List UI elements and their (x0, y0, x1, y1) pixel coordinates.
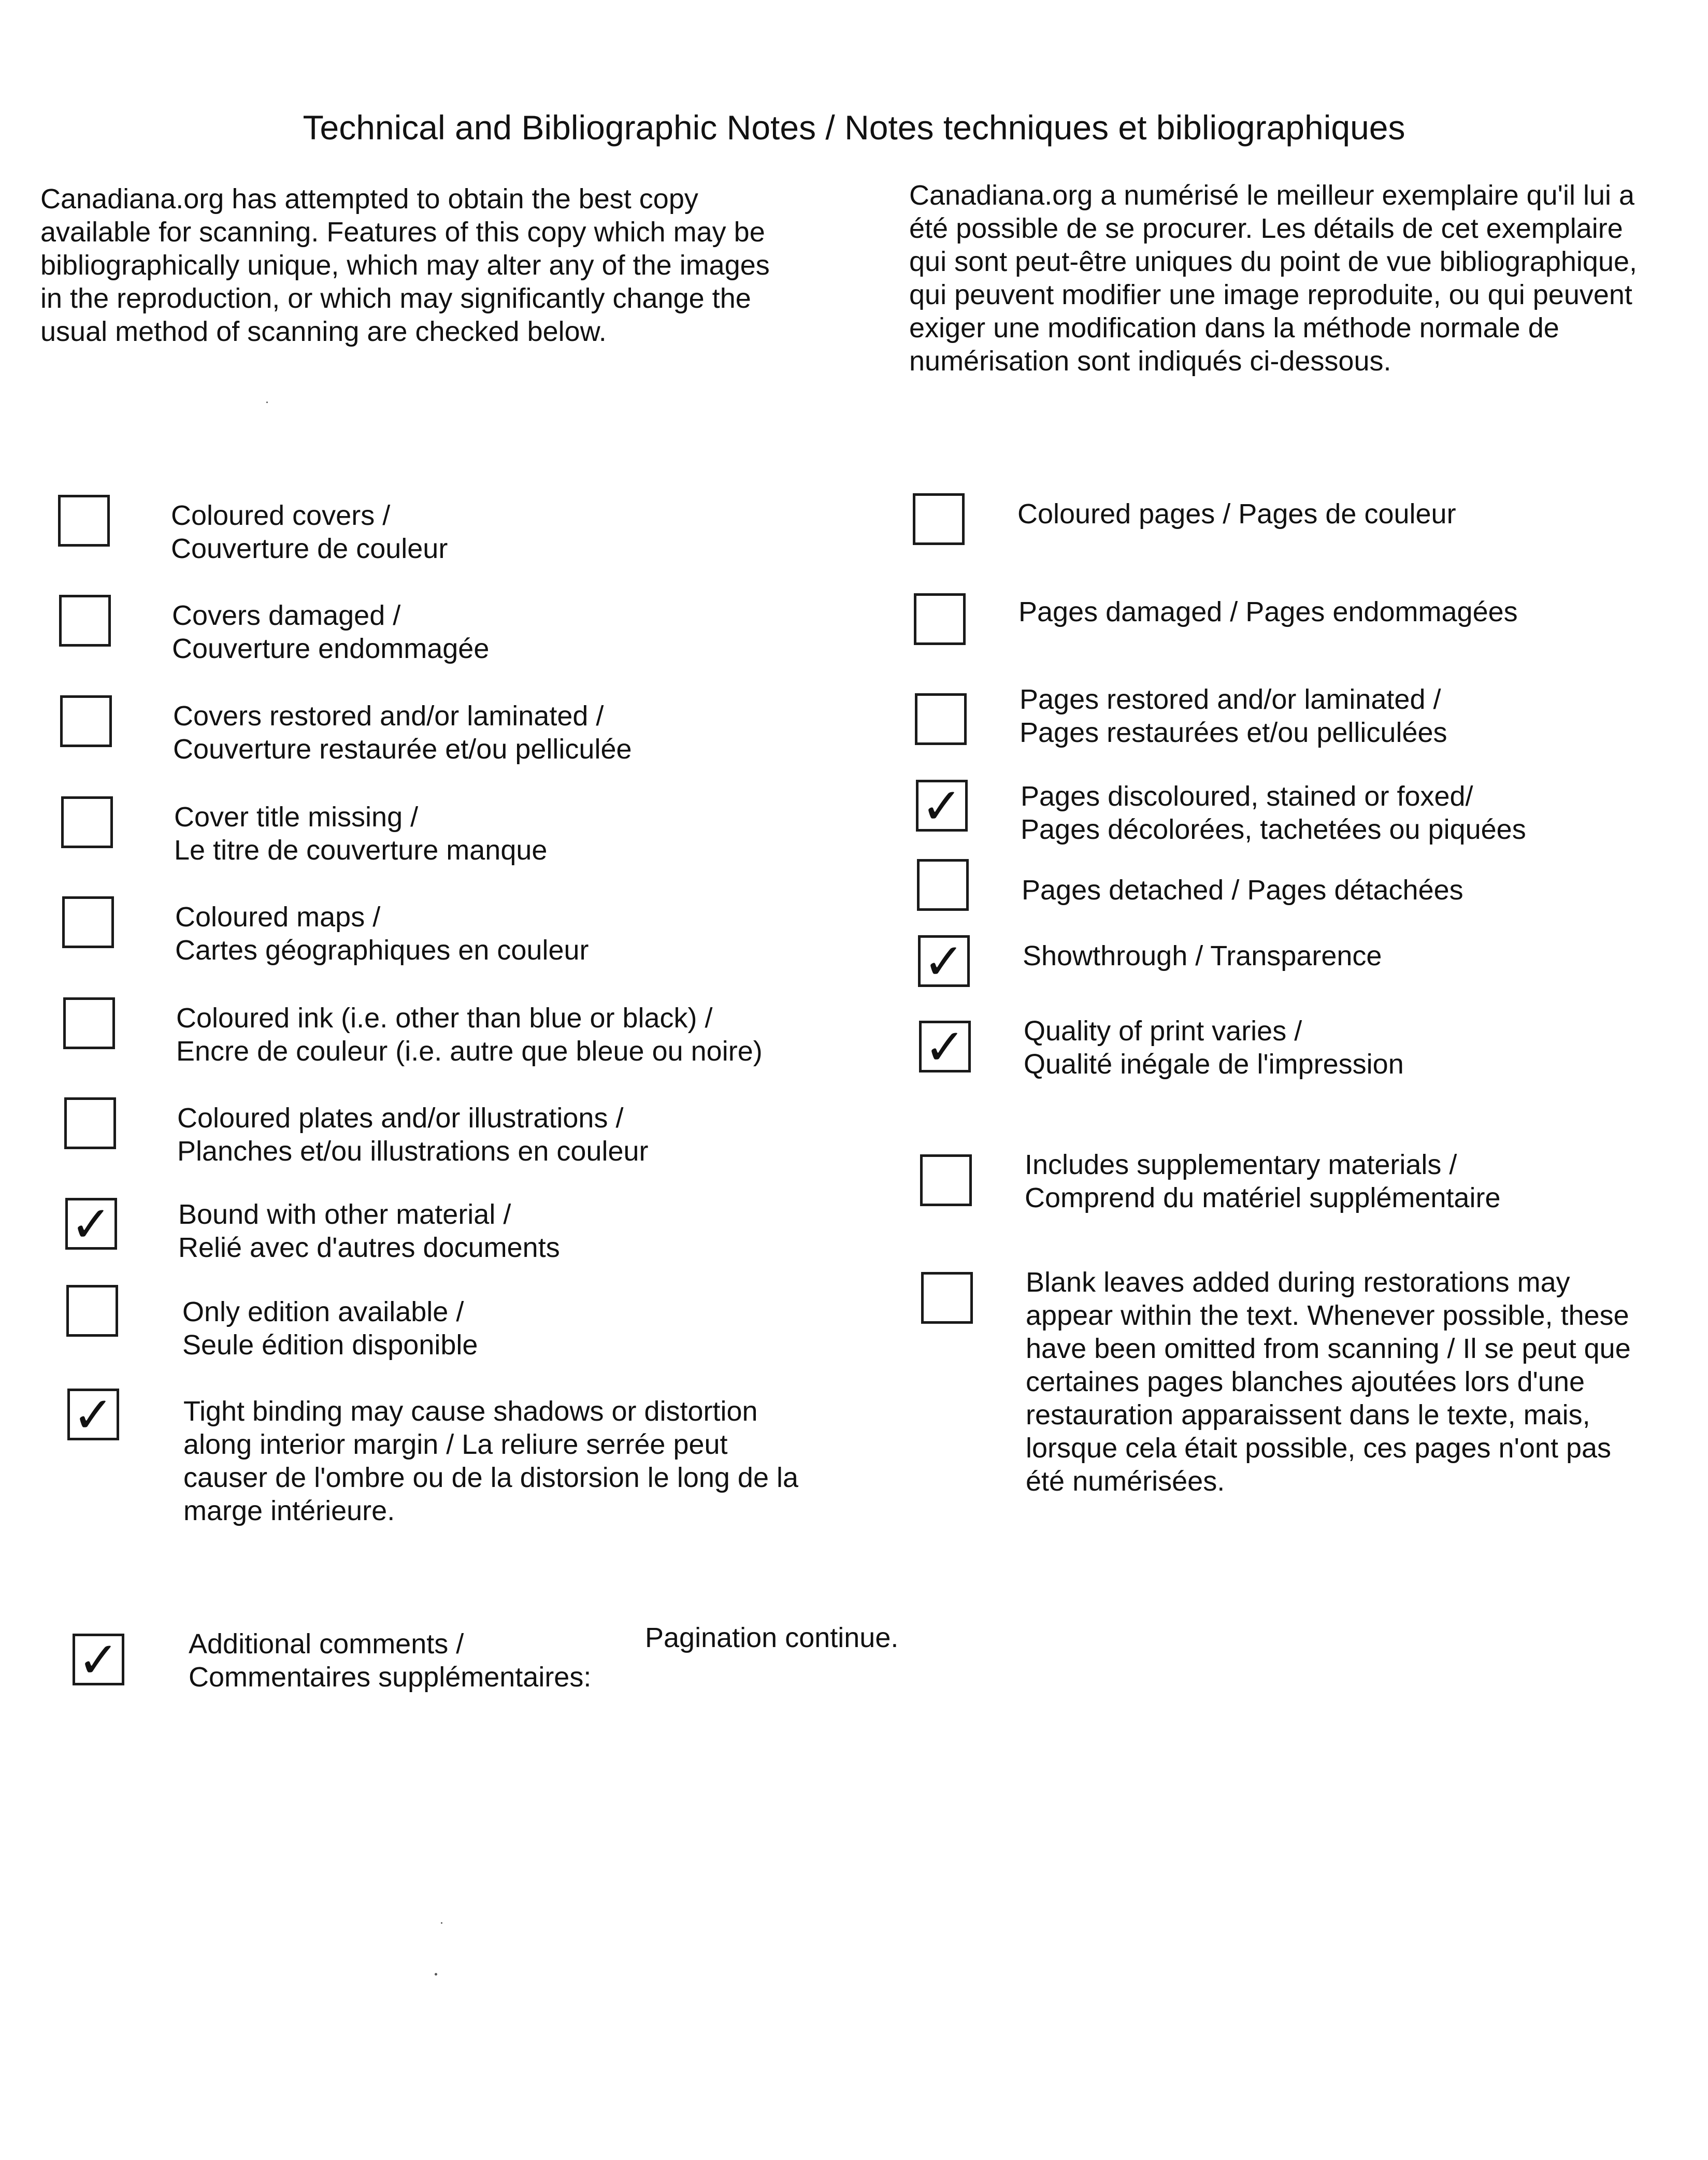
scan-speck (266, 402, 268, 403)
checkbox[interactable] (918, 935, 970, 987)
page-title: Technical and Bibliographic Notes / Notes techniques et bibliographiques (303, 108, 1405, 147)
intro-french: Canadiana.org a numérisé le meilleur exemplaire qu'il lui a été possible de se procurer. Les détails de cet exemplaire qui sont peut-être uniques du point de vue bibliographique, qui peuvent modifier une image reproduite, ou qui peuvent exiger une modification dans la méthode normale de numérisation sont indiqués ci-dessous. (909, 180, 1638, 377)
item-label: Covers restored and/or laminated / Couverture restaurée et/ou pelliculée (173, 700, 632, 765)
scan-speck (441, 1922, 442, 1924)
checkbox[interactable] (67, 1389, 119, 1440)
checkbox[interactable] (916, 780, 968, 832)
item-label: Coloured maps / Cartes géographiques en couleur (175, 902, 589, 966)
item-label: Includes supplementary materials / Comprend du matériel supplémentaire (1025, 1149, 1501, 1213)
item-label: Covers damaged / Couverture endommagée (172, 600, 490, 664)
additional-comments-value: Pagination continue. (645, 1622, 899, 1653)
item-label: Coloured pages / Pages de couleur (1017, 498, 1456, 530)
item-label: Pages damaged / Pages endommagées (1018, 596, 1518, 627)
item-label: Bound with other material / Relié avec d'autres documents (178, 1199, 560, 1263)
item-label: Coloured plates and/or illustrations / Planches et/ou illustrations en couleur (177, 1103, 649, 1167)
item-label: Blank leaves added during restorations may appear within the text. Whenever possible, these have been omitted from scanning / Il se peut que certaines pages blanches ajoutées lors d'une restauration apparaissent dans le texte, mais, lorsque cela était possible, ces pages n'ont pas été numérisées. (1026, 1267, 1631, 1497)
checkbox[interactable] (62, 896, 114, 948)
checkbox[interactable] (917, 859, 969, 911)
checkbox[interactable] (920, 1154, 972, 1206)
checkbox[interactable] (913, 493, 965, 545)
checkbox[interactable] (73, 1634, 124, 1685)
checkbox[interactable] (58, 495, 110, 547)
item-label: Coloured covers / Couverture de couleur (171, 500, 448, 564)
item-label: Coloured ink (i.e. other than blue or black) / Encre de couleur (i.e. autre que bleue ou noire) (176, 1003, 763, 1067)
item-label: Pages discoloured, stained or foxed/ Pages décolorées, tachetées ou piquées (1021, 781, 1526, 845)
checkbox[interactable] (914, 593, 966, 645)
checkbox[interactable] (59, 595, 111, 647)
scan-speck (435, 1973, 437, 1976)
item-label: Pages detached / Pages détachées (1022, 875, 1463, 906)
item-label: Pages restored and/or laminated / Pages restaurées et/ou pelliculées (1020, 684, 1447, 748)
checkbox[interactable] (61, 796, 113, 848)
item-label: Only edition available / Seule édition disponible (182, 1296, 478, 1361)
checkbox[interactable] (921, 1272, 973, 1324)
item-label: Cover title missing / Le titre de couverture manque (174, 802, 548, 866)
item-label: Additional comments / Commentaires supplémentaires: (189, 1628, 592, 1693)
checkbox[interactable] (919, 1021, 971, 1072)
item-label: Quality of print varies / Qualité inégale de l'impression (1024, 1015, 1404, 1080)
item-label: Tight binding may cause shadows or distortion along interior margin / La reliure serrée peut causer de l'ombre ou de la distorsion le long de la marge intérieure. (183, 1396, 799, 1526)
checkbox[interactable] (60, 695, 112, 747)
checkbox[interactable] (64, 1097, 116, 1149)
checkbox[interactable] (66, 1285, 118, 1337)
checkbox[interactable] (65, 1198, 117, 1250)
checkbox[interactable] (63, 997, 115, 1049)
intro-english: Canadiana.org has attempted to obtain the best copy available for scanning. Features of this copy which may be bibliographically unique, which may alter any of the images in the reproduction, or which may significantly change the usual method of scanning are checked below. (40, 183, 770, 347)
checkbox[interactable] (915, 693, 967, 745)
item-label: Showthrough / Transparence (1023, 940, 1382, 971)
